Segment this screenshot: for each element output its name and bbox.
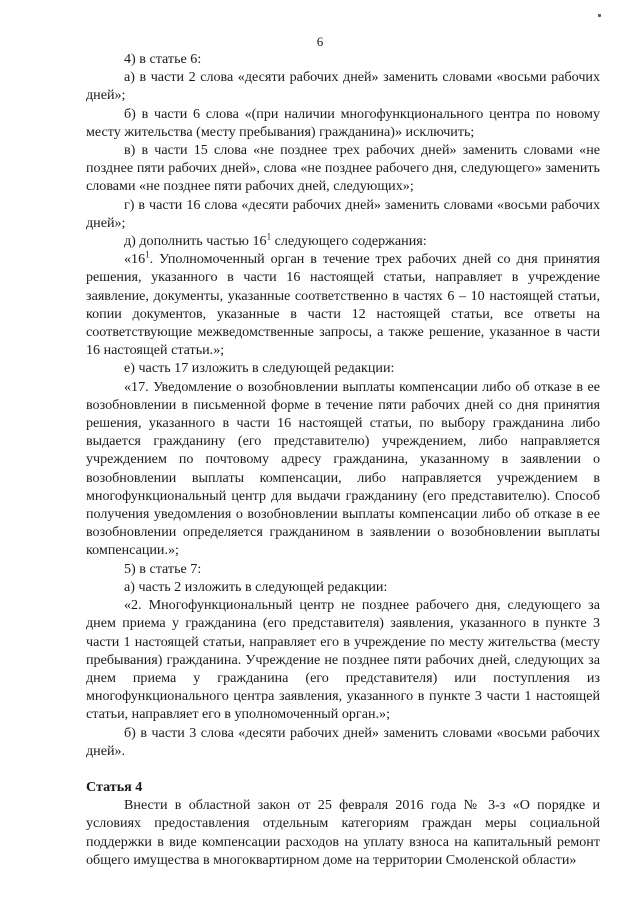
paragraph-6d-pre: д) дополнить частью 16 (124, 233, 267, 250)
page-number: 6 (316, 34, 324, 49)
scan-speck (598, 14, 601, 17)
document-body (86, 50, 600, 869)
paragraph-6v: в) в части 15 слова «не позднее трех рабочих дней» заменить словами «не позднее пяти рабочих дней», слова «не позднее рабочего дня, следующего» заменить словами «не позднее пяти рабочих дней, следующих»; (86, 142, 600, 195)
paragraph-6d-post: следующего содержания: (271, 233, 427, 250)
paragraph-6e: е) часть 17 изложить в следующей редакции: (124, 360, 395, 377)
paragraph-7b: б) в части 3 слова «десяти рабочих дней» заменить словами «восьми рабочих дней». (86, 724, 600, 759)
paragraph-6a: а) в части 2 слова «десяти рабочих дней» заменить словами «восьми рабочих дней»; (86, 69, 600, 104)
paragraph-7a: а) часть 2 изложить в следующей редакции: (124, 578, 388, 595)
paragraph-part-16-1 (86, 250, 600, 359)
paragraph-part-2: «2. Многофункциональный центр не позднее рабочего дня, следующего за днем приема у гражданина (его представителя) заявления, указанного в пункте 3 части 1 настоящей статьи, направляет его в учреждение по месту жительства (месту пребывания) гражданина. Учреждение не позднее пяти рабочих дней, следующих за днем приема у гражданина (его представителя) или поступления из многофункционального центра заявления, указанного в пункте 3 части 1 настоящей статьи, направляет его в уполномоченный орган.»; (86, 597, 600, 723)
article-4-heading: Статья 4 (86, 778, 143, 795)
part-16-1-post: . Уполномоченный орган в течение трех рабочих дней со дня принятия решения, указанного в части 16 настоящей статьи, направляет в учреждение заявление, документы, указанные соответственно в частях 6 – 10 настоящей статьи, копии документов, указанные в части 12 настоящей статьи, все ответы на соответствующие межведомственные запросы, а также решение, указанное в части 16 настоящей статьи.»; (86, 251, 600, 359)
part-16-1-pre: «16 (124, 251, 146, 268)
article-4-text: Внести в областной закон от 25 февраля 2016 года № 3-з «О порядке и условиях предоставления отдельным категориям граждан меры социальной поддержки в виде компенсации расходов на уплату взноса на капитальный ремонт общего имущества в многоквартирном доме на территории Смоленской области» (86, 797, 600, 868)
superscript: 1 (266, 231, 272, 242)
paragraph-part-17: «17. Уведомление о возобновлении выплаты компенсации либо об отказе в ее возобновлении в письменной форме в течение пяти рабочих дней со дня принятия решения, указанного в части 16 настоящей статьи, по выбору гражданина либо выдается гражданину (его представителю) учреждением, либо направляется учреждением по почтовому адресу гражданина, указанному в заявлении о возобновлении выплаты компенсации, либо направляется учреждением в многофункциональный центр для выдачи гражданину (его представителю). Способ получения уведомления о возобновлении выплаты компенсации либо об отказе в ее возобновлении определяется гражданином в заявлении о возобновлении выплаты компенсации.»; (86, 378, 600, 559)
superscript: 1 (145, 249, 150, 260)
paragraph-6g: г) в части 16 слова «десяти рабочих дней» заменить словами «восьми рабочих дней»; (86, 196, 600, 231)
paragraph-article-6-intro: 4) в статье 6: (124, 51, 202, 67)
paragraph-article-7-intro: 5) в статье 7: (124, 560, 202, 577)
paragraph-6d (86, 232, 600, 250)
paragraph-6b: б) в части 6 слова «(при наличии многофункционального центра по новому месту жительства (месту пребывания) гражданина)» исключить; (86, 105, 600, 140)
